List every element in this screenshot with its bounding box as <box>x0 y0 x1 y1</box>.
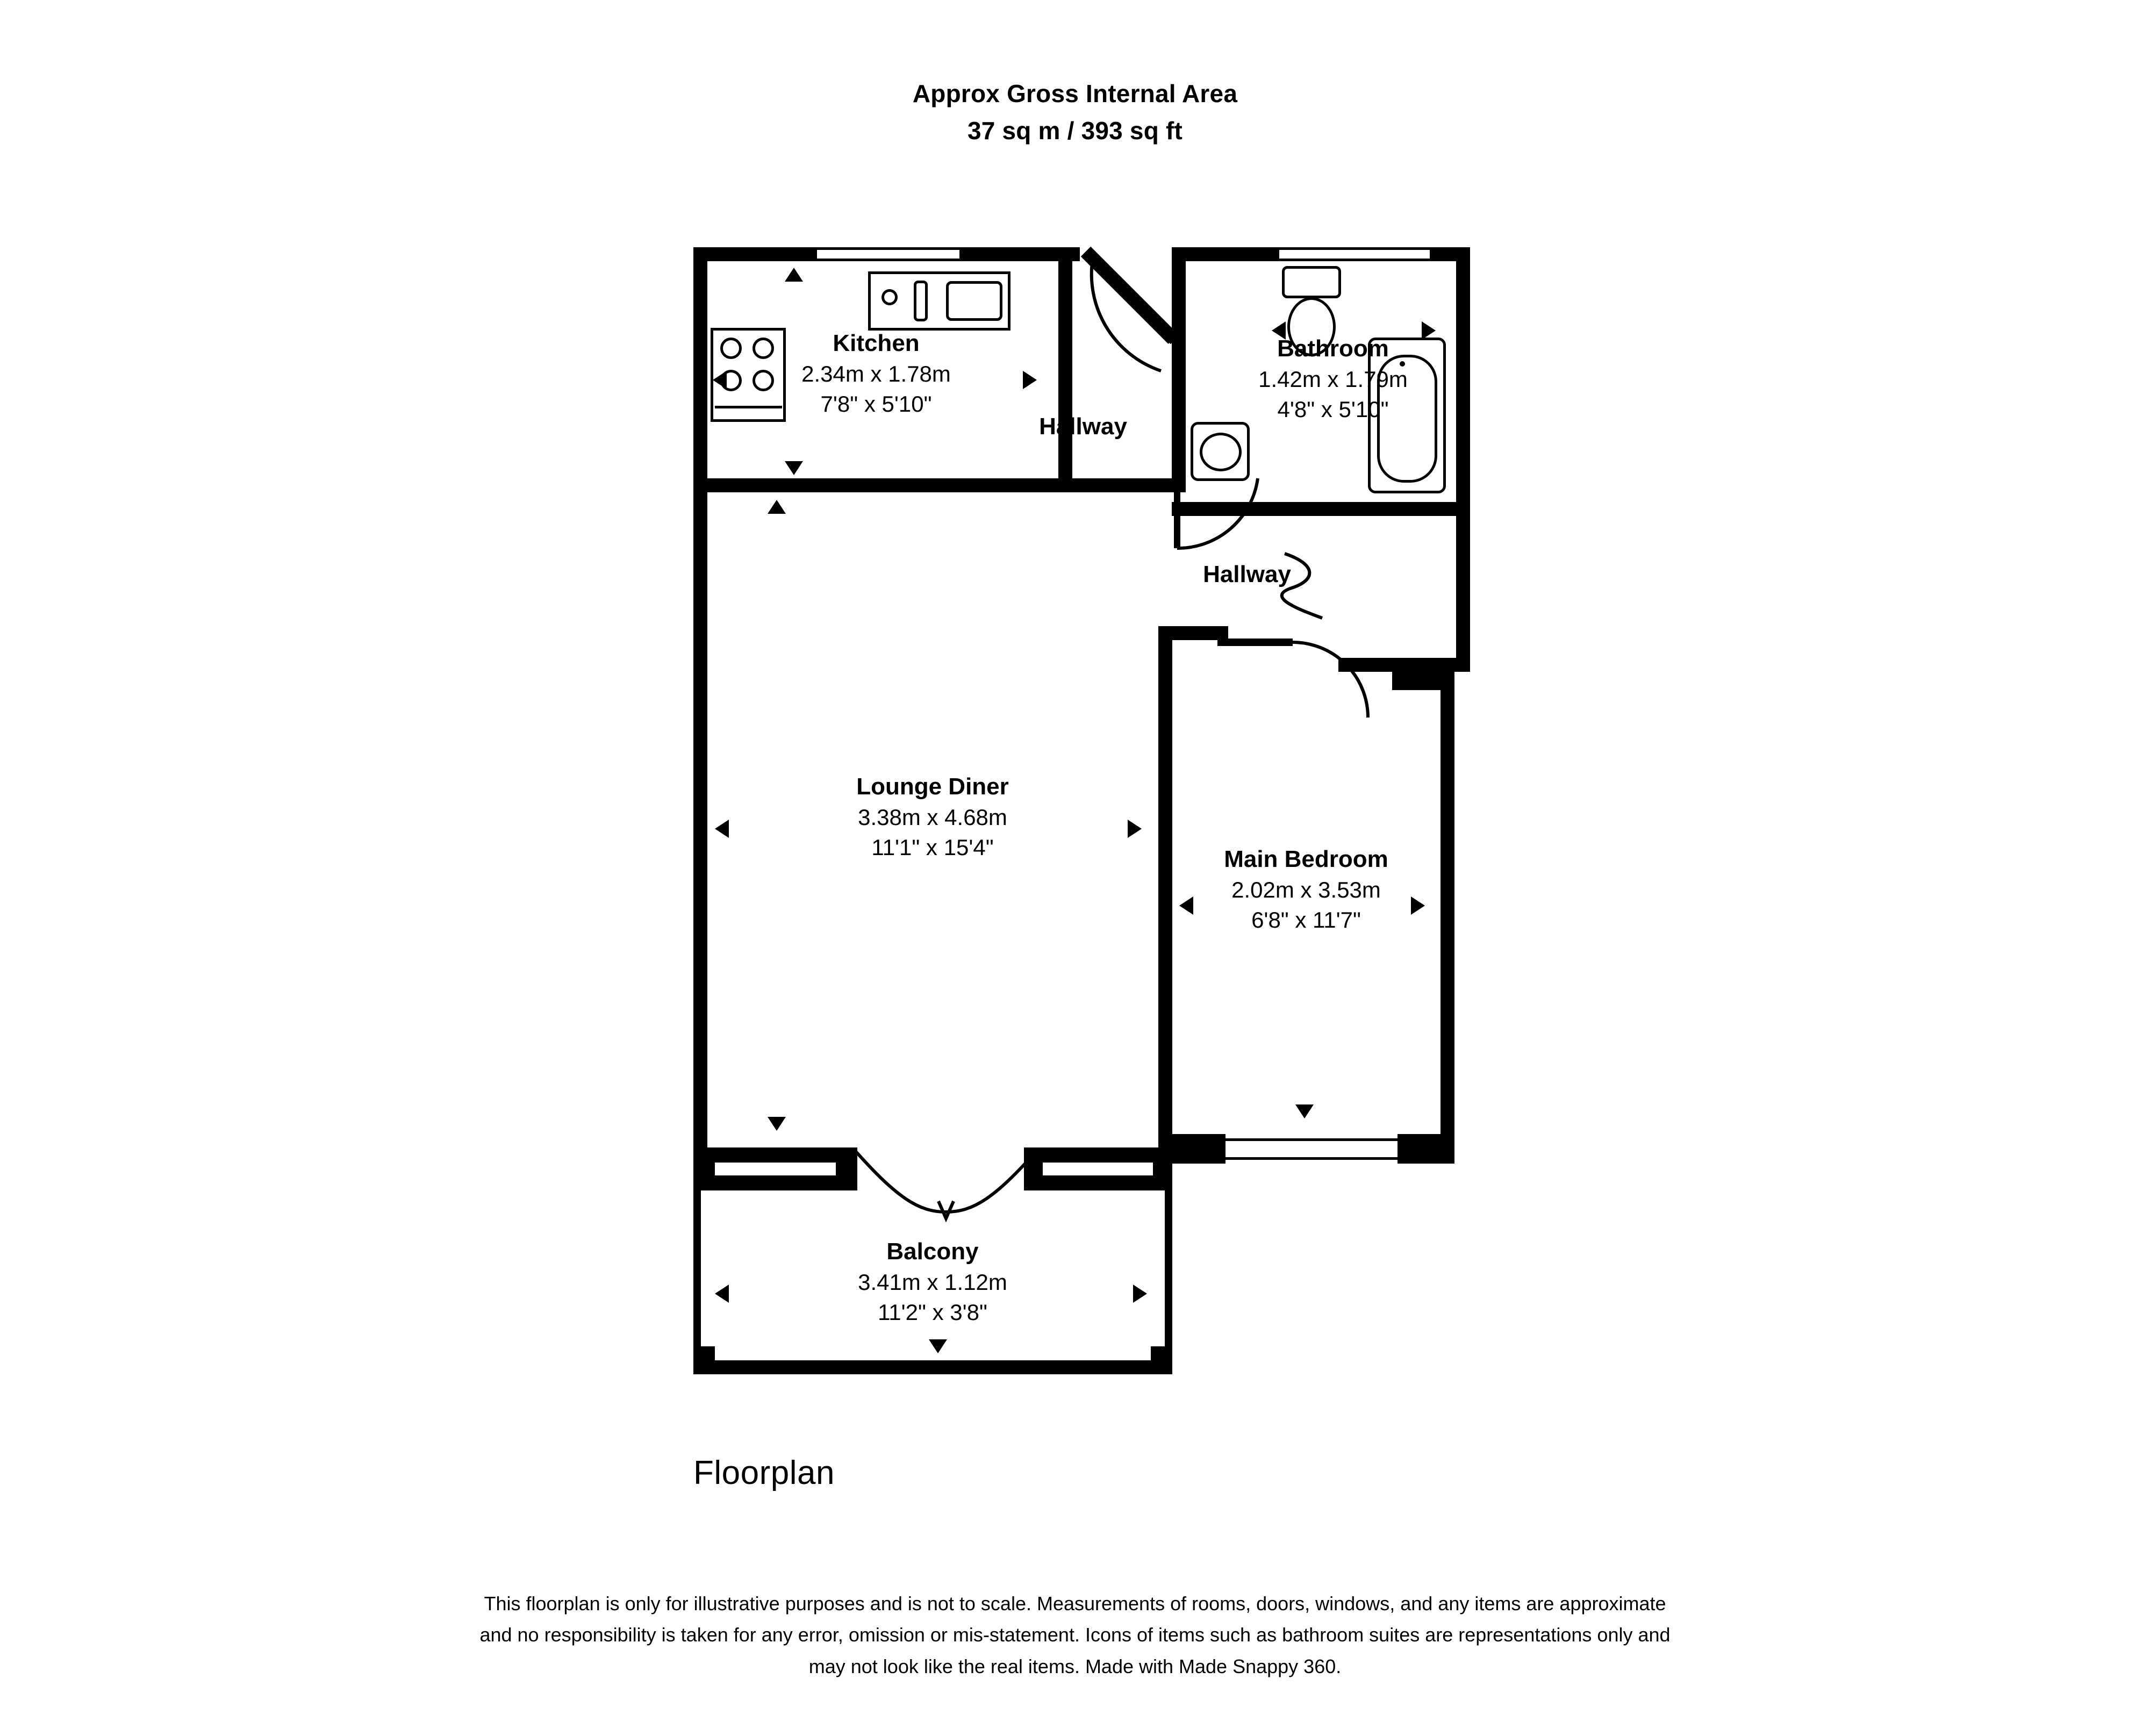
sink-drain-icon <box>882 289 898 305</box>
wall-bedroom-bottom-right <box>1398 1134 1454 1164</box>
disclaimer-text <box>0 1588 2150 1682</box>
main-bedroom-dim-metric: 2.02m x 3.53m <box>1231 877 1381 903</box>
wall-bathroom-top-left <box>1172 247 1279 261</box>
wall-bedroom-top-right <box>1392 658 1454 690</box>
wall-bedroom-bottom-left <box>1158 1134 1226 1164</box>
hallway-upper-name: Hallway <box>1039 413 1127 440</box>
gross-internal-area-title: Approx Gross Internal Area <box>912 80 1238 107</box>
kitchen-dim-metric: 2.34m x 1.78m <box>801 361 951 387</box>
disclaimer-line-1: This floorplan is only for illustrative purposes and is not to scale. Measurements of rooms, doors, windows, and any items are approximate <box>484 1592 1666 1615</box>
balcony-arrow-left <box>715 1285 729 1303</box>
wall-kitchen-top-left <box>693 247 817 261</box>
sink-bowl-icon <box>946 281 1002 321</box>
wall-lounge-left <box>693 478 707 1161</box>
floorplan-caption: Floorplan <box>693 1454 835 1491</box>
lounge-arrow-down <box>768 1117 786 1131</box>
wall-balcony-bottom <box>693 1360 1172 1374</box>
room-label-lounge-diner <box>710 771 1156 862</box>
gross-internal-area-value: 37 sq m / 393 sq ft <box>967 117 1183 145</box>
wall-bathroom-right <box>1456 247 1470 516</box>
wall-hallway-upper-bottom <box>1058 478 1186 492</box>
window-lounge-right <box>1043 1160 1153 1178</box>
bedroom-door-swing-icon <box>1212 637 1406 723</box>
bedroom-arrow-down <box>1295 1104 1314 1118</box>
disclaimer-line-2: and no responsibility is taken for any error, omission or mis-statement. Icons of items such as bathroom suites are representations only and <box>479 1624 1671 1646</box>
sink-tap-icon <box>914 281 928 321</box>
balcony-dim-imperial: 11'2" x 3'8" <box>878 1299 987 1325</box>
kitchen-name: Kitchen <box>833 330 920 356</box>
room-label-balcony <box>763 1236 1102 1327</box>
wall-hallway-lower-right <box>1456 516 1470 672</box>
balcony-dim-metric: 3.41m x 1.12m <box>858 1269 1007 1295</box>
room-label-main-bedroom <box>1169 844 1443 935</box>
lounge-diner-name: Lounge Diner <box>856 773 1009 800</box>
wall-balcony-right <box>1165 1190 1172 1368</box>
window-lounge-left <box>715 1160 836 1178</box>
bathroom-dim-imperial: 4'8" x 5'10" <box>1277 396 1389 422</box>
wall-hallway-upper-right <box>1172 247 1186 478</box>
balcony-door-swing-icon <box>838 1147 1054 1233</box>
washbasin-bowl-icon <box>1200 433 1242 471</box>
balcony-name: Balcony <box>886 1238 979 1265</box>
window-kitchen <box>817 247 959 261</box>
wall-balcony-corner-left <box>693 1346 715 1374</box>
kitchen-arrow-down <box>785 461 803 475</box>
wall-kitchen-bottom <box>693 478 1072 492</box>
window-bathroom <box>1279 247 1430 261</box>
main-bedroom-dim-imperial: 6'8" x 11'7" <box>1251 907 1361 932</box>
disclaimer-line-3: may not look like the real items. Made with Made Snappy 360. <box>808 1655 1342 1677</box>
kitchen-dim-imperial: 7'8" x 5'10" <box>820 391 932 417</box>
balcony-arrow-down <box>929 1339 947 1353</box>
hallway-lower-name: Hallway <box>1203 561 1291 587</box>
balcony-arrow-right <box>1133 1285 1147 1303</box>
toilet-icon <box>1282 266 1341 298</box>
bathroom-name: Bathroom <box>1277 335 1389 362</box>
lounge-arrow-up <box>768 500 786 514</box>
main-bedroom-name: Main Bedroom <box>1224 846 1388 872</box>
bathroom-dim-metric: 1.42m x 1.79m <box>1258 367 1408 392</box>
kitchen-arrow-up <box>785 268 803 282</box>
wall-kitchen-top-right <box>959 247 1072 261</box>
wall-balcony-corner-right <box>1151 1346 1172 1374</box>
room-label-bathroom <box>1215 333 1451 424</box>
lounge-diner-dim-metric: 3.38m x 4.68m <box>858 805 1007 830</box>
wall-balcony-left <box>693 1190 701 1368</box>
room-label-hallway-upper <box>976 411 1191 442</box>
room-label-hallway-lower <box>1140 559 1354 590</box>
window-bedroom <box>1226 1138 1398 1160</box>
room-label-kitchen <box>699 328 1054 419</box>
lounge-diner-dim-imperial: 11'1" x 15'4" <box>871 834 994 860</box>
